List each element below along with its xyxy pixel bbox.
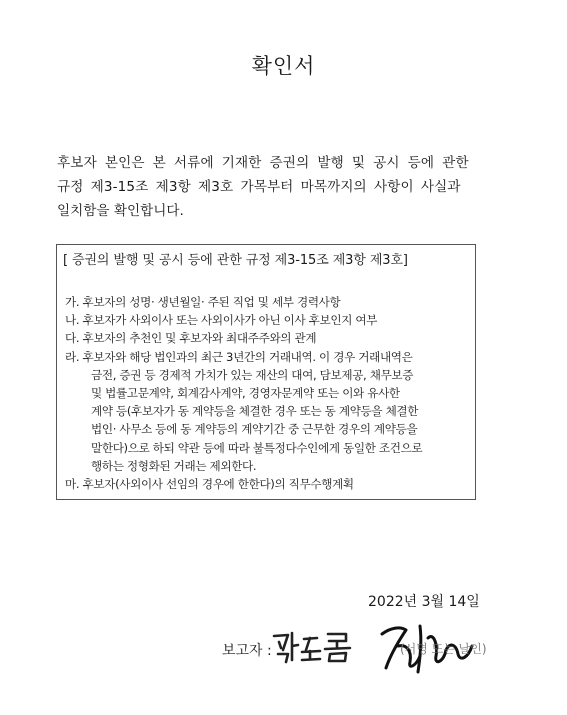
handwritten-name-icon (268, 626, 358, 666)
document-date: 2022년 3월 14일 (368, 594, 480, 610)
regulation-item-list (65, 293, 471, 493)
regulation-item: 말한다)으로 하되 약관 등에 따라 불특정다수인에게 동일한 조건으로 (91, 440, 423, 455)
regulation-item: 계약 등(후보자가 동 계약등을 체결한 경우 또는 동 계약등을 체결한 (91, 404, 419, 419)
regulation-box (56, 244, 476, 500)
statement-line: 후보자 본인은 본 서류에 기재한 증권의 발행 및 공시 등에 관한 (57, 155, 469, 171)
statement-line: 일치함을 확인합니다. (57, 203, 184, 219)
document-title: 확인서 (251, 54, 316, 78)
confirmation-statement (57, 151, 477, 223)
regulation-box-header: [ 증권의 발행 및 공시 등에 관한 규정 제3-15조 제3항 제3호] (63, 253, 408, 268)
regulation-item: 가. 후보자의 성명· 생년월일· 주된 직업 및 세부 경력사항 (65, 295, 341, 309)
regulation-item: 금전, 증권 등 경제적 가치가 있는 재산의 대여, 담보제공, 채무보증 (91, 367, 414, 382)
regulation-item: 법인· 사무소 등에 동 계약등의 계약기간 중 근무한 경우의 계약등을 (91, 422, 418, 437)
regulation-item: 다. 후보자의 추천인 및 후보자와 최대주주와의 관계 (65, 331, 317, 346)
statement-line: 규정 제3-15조 제3항 제3호 가목부터 마목까지의 사항이 사실과 (57, 179, 461, 195)
regulation-item: 나. 후보자가 사외이사 또는 사외이사가 아닌 이사 후보인지 여부 (65, 313, 378, 328)
regulation-item: 마. 후보자(사외이사 선임의 경우에 한한다)의 직무수행계획 (65, 477, 354, 492)
regulation-item: 행하는 정형화된 거래는 제외한다. (91, 458, 257, 473)
seal-note: (서명 또는 날인) (400, 642, 487, 656)
regulation-item: 및 법률고문계약, 회계감사계약, 경영자문계약 또는 이와 유사한 (91, 386, 400, 401)
regulation-item: 라. 후보자와 해당 법인과의 최근 3년간의 거래내역. 이 경우 거래내역은 (65, 349, 413, 364)
reporter-label: 보고자 : (222, 643, 272, 659)
